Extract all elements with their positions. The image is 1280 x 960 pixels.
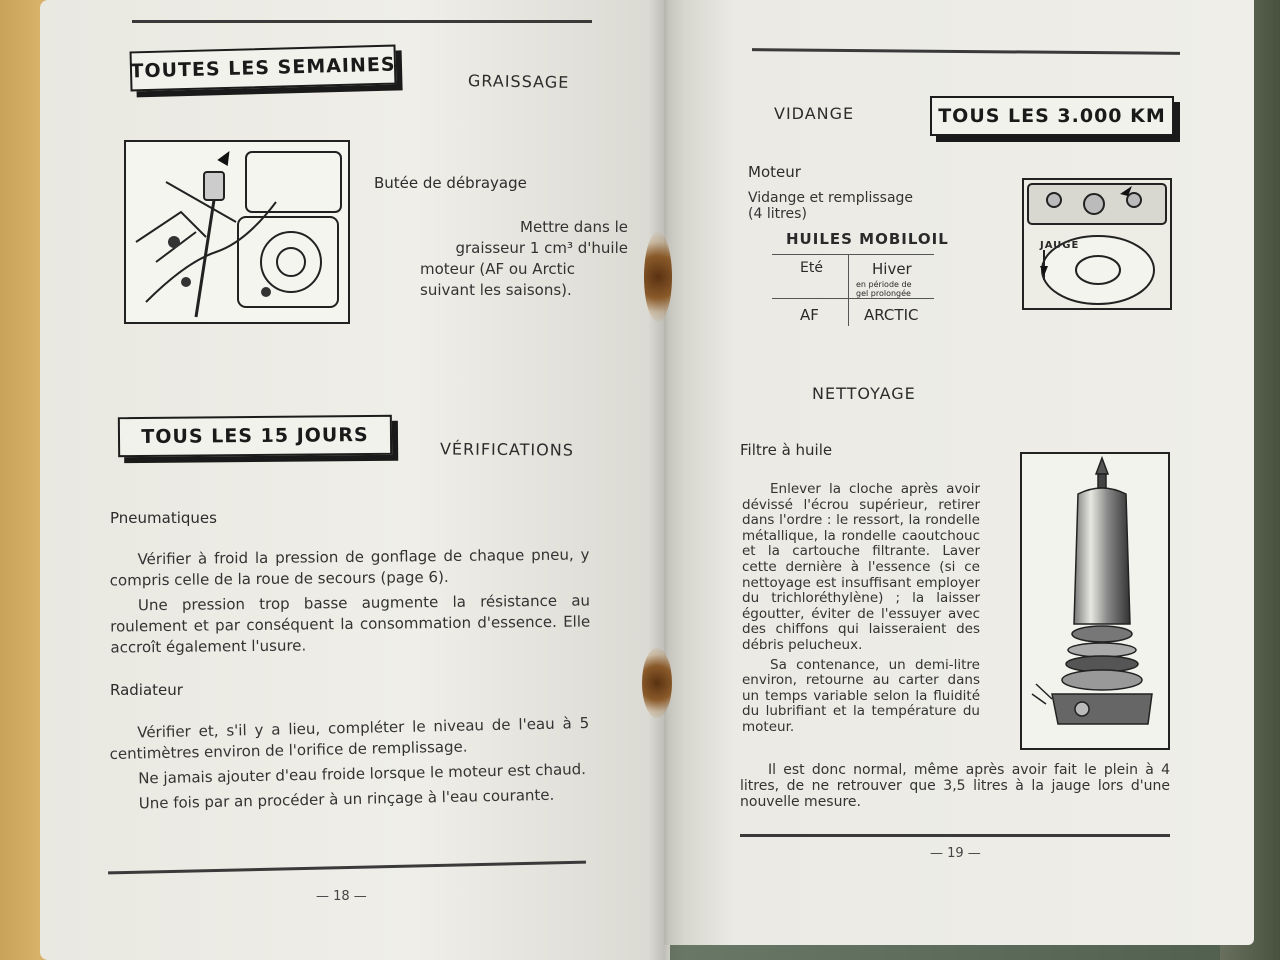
col-summer: Eté	[800, 260, 823, 276]
section-drain: VIDANGE	[774, 104, 855, 123]
engine-title: Moteur	[748, 163, 801, 181]
filter-paragraph-1: Enlever la cloche après avoir dévissé l'écrou supérieur, retirer dans l'ordre : le ressort, la rondelle métallique, la rondelle caoutchouc et la cartouche filtrante. Laver cette dernière à l'essence (si ce nettoyage est insuffisant employer du trichloréthylène) ; la laisser égoutter, éviter de l'essuyer avec des chiffons qui laisseraient des débris pelucheux.	[742, 481, 980, 653]
banner-3000km	[930, 96, 1174, 136]
oil-table	[772, 254, 934, 326]
filter-paragraph-3: Il est donc normal, même après avoir fait le plein à 4 litres, de ne retrouver que 3,5 litres à la jauge lors d'une nouvelle mesure.	[740, 762, 1170, 810]
tires-paragraph-2: Une pression trop basse augmente la résistance au roulement et par conséquent la consommation d'essence. Elle accroît également l'usure.	[110, 591, 591, 657]
oil-table-top-line	[772, 254, 934, 255]
oil-filter-drawing-icon	[1022, 454, 1168, 748]
rust-stain-bottom	[642, 648, 672, 718]
banner-3000km-text: TOUS LES 3.000 KM	[938, 105, 1166, 127]
engine-line-1: Vidange et remplissage	[748, 190, 914, 206]
rust-stain-top	[644, 232, 672, 322]
clutch-line-4: suivant les saisons).	[420, 281, 572, 299]
oil-table-divider	[848, 254, 849, 326]
oil-table-title: HUILES MOBILOIL	[786, 230, 949, 248]
book-gutter	[648, 0, 684, 960]
item-clutch-title: Butée de débrayage	[374, 174, 527, 192]
engine-line-2: (4 litres)	[748, 206, 807, 222]
filter-title: Filtre à huile	[740, 441, 833, 459]
tires-text	[109, 544, 590, 662]
clutch-line-3: moteur (AF ou Arctic	[420, 260, 575, 278]
radiator-title: Radiateur	[110, 681, 183, 699]
col-winter-note-2: gel prolongée	[856, 289, 911, 298]
oil-table-mid-line	[772, 298, 934, 299]
clutch-illustration	[124, 140, 350, 324]
section-checks: VÉRIFICATIONS	[439, 439, 574, 460]
radiator-paragraph-1: Vérifier et, s'il y a lieu, compléter le niveau de l'eau à 5 centimètres environ de l'orifice de remplissage.	[109, 713, 590, 764]
gauge-illustration	[1022, 178, 1172, 310]
tires-title: Pneumatiques	[110, 509, 217, 527]
tires-paragraph-1: Vérifier à froid la pression de gonflage de chaque pneu, y compris celle de la roue de secours (page 6).	[109, 545, 590, 590]
clutch-line-1: Mettre dans le	[520, 218, 628, 236]
page-number-right: — 19 —	[930, 846, 981, 861]
filter-text	[742, 482, 980, 740]
item-clutch-text	[418, 217, 628, 301]
bottom-rule-right	[740, 834, 1170, 837]
val-summer: AF	[800, 306, 819, 324]
section-greasing: GRAISSAGE	[467, 71, 570, 92]
col-winter-note-1: en période de	[856, 280, 912, 289]
engine-drawing-icon	[126, 142, 348, 322]
clutch-line-2: graisseur 1 cm³ d'huile	[455, 239, 628, 257]
col-winter: Hiver	[872, 260, 912, 278]
banner-biweekly-text: TOUS LES 15 JOURS	[141, 424, 369, 448]
banner-weekly-text: TOUTES LES SEMAINES	[130, 53, 396, 83]
radiator-paragraph-2: Ne jamais ajouter d'eau froide lorsque le moteur est chaud.	[138, 760, 587, 788]
radiator-text	[109, 713, 591, 819]
top-rule-left	[132, 20, 592, 23]
section-cleaning: NETTOYAGE	[812, 384, 916, 403]
val-winter: ARCTIC	[864, 306, 919, 324]
gauge-label: JAUGE	[1040, 240, 1080, 251]
page-number-left: — 18 —	[316, 889, 367, 904]
filter-text-final	[740, 762, 1170, 814]
oil-filter-illustration	[1020, 452, 1170, 750]
banner-biweekly	[118, 415, 392, 457]
radiator-paragraph-3: Une fois par an procéder à un rinçage à l'eau courante.	[138, 785, 555, 813]
banner-weekly	[130, 45, 397, 92]
filter-paragraph-2: Sa contenance, un demi-litre environ, retourne au carter dans un temps variable selon la fluidité du lubrifiant et la température du moteur.	[742, 656, 980, 735]
